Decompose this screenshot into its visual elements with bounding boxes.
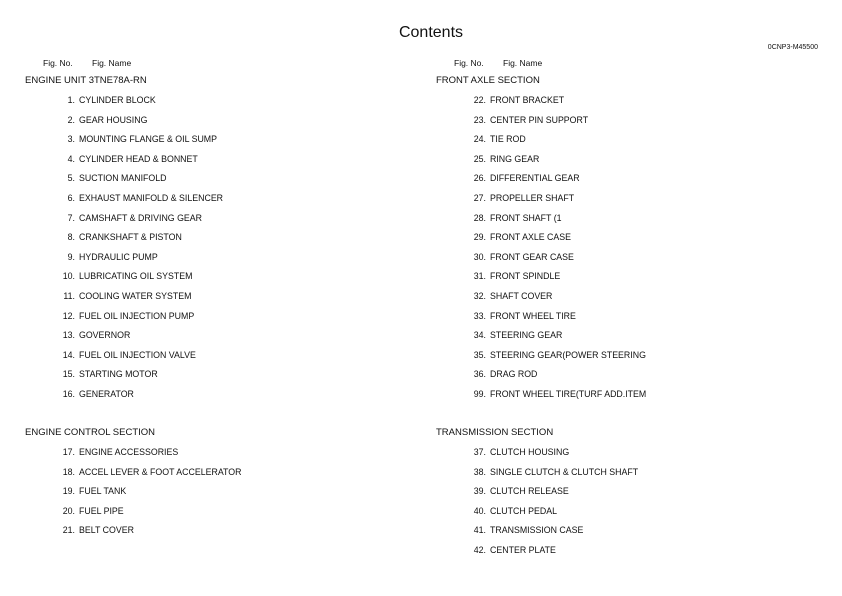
figure-name: TIE ROD — [490, 134, 526, 145]
figure-list-item — [473, 505, 638, 525]
figure-list-item — [67, 153, 223, 173]
figure-number: 26. — [473, 173, 486, 184]
figure-number: 34. — [473, 330, 486, 341]
figure-list-item — [473, 524, 638, 544]
figure-number: 13. — [62, 330, 75, 341]
figure-name: LUBRICATING OIL SYSTEM — [79, 271, 193, 282]
figure-number: 41. — [473, 525, 486, 536]
figure-list-item — [67, 114, 223, 134]
figure-list — [62, 94, 224, 408]
figure-list-item — [473, 329, 646, 349]
figure-list-item — [473, 133, 646, 153]
figure-number: 7. — [67, 212, 75, 223]
figure-list-item — [62, 270, 223, 290]
figure-name: CLUTCH HOUSING — [490, 447, 570, 457]
figure-number: 18. — [62, 466, 75, 477]
fig-no-header: Fig. No. — [454, 58, 484, 68]
figure-name: FRONT SHAFT (1 — [490, 212, 562, 223]
figure-list-item — [62, 524, 241, 544]
figure-name: GOVERNOR — [79, 330, 131, 341]
section-title: TRANSMISSION SECTION — [436, 427, 554, 438]
figure-list-item — [62, 505, 241, 525]
figure-number: 23. — [473, 114, 486, 125]
figure-number: 36. — [473, 369, 486, 380]
figure-name: HYDRAULIC PUMP — [79, 251, 158, 262]
figure-number: 24. — [473, 134, 486, 145]
page-title: Contents — [398, 24, 464, 41]
figure-number: 14. — [62, 349, 75, 360]
figure-number: 5. — [67, 173, 75, 184]
figure-number: 28. — [473, 212, 486, 223]
figure-name: ENGINE ACCESSORIES — [79, 447, 179, 457]
figure-list-item — [473, 212, 646, 232]
figure-list-item — [473, 251, 646, 271]
figure-name: DIFFERENTIAL GEAR — [490, 173, 580, 184]
figure-number: 16. — [62, 388, 75, 399]
figure-number: 1. — [67, 95, 75, 105]
figure-name: FRONT GEAR CASE — [490, 251, 574, 262]
figure-name: CENTER PIN SUPPORT — [490, 114, 589, 125]
figure-list-item — [473, 192, 646, 212]
figure-list-item — [473, 310, 646, 330]
figure-name: FUEL OIL INJECTION VALVE — [79, 349, 196, 360]
figure-number: 6. — [67, 192, 75, 203]
figure-number: 19. — [62, 486, 75, 497]
figure-name: FRONT WHEEL TIRE(TURF ADD.ITEM — [490, 388, 647, 399]
figure-list-item — [67, 172, 223, 192]
figure-list-item — [62, 388, 223, 408]
figure-number: 40. — [473, 505, 486, 516]
figure-number: 3. — [67, 134, 75, 145]
figure-name: MOUNTING FLANGE & OIL SUMP — [79, 134, 217, 145]
figure-number: 15. — [62, 369, 75, 380]
document-code: 0CNP3-M45500 — [767, 44, 818, 51]
figure-list-item — [473, 231, 646, 251]
figure-list-item — [473, 446, 638, 466]
figure-list — [473, 94, 647, 408]
figure-number: 22. — [473, 95, 486, 105]
figure-name: PROPELLER SHAFT — [490, 192, 575, 203]
figure-list-item — [62, 368, 223, 388]
figure-name: FRONT SPINDLE — [490, 271, 561, 282]
figure-number: 32. — [473, 290, 486, 301]
figure-list-item — [67, 212, 223, 232]
figure-name: FUEL OIL INJECTION PUMP — [79, 310, 195, 321]
figure-number: 42. — [473, 544, 486, 555]
figure-list-item — [473, 270, 646, 290]
figure-list-item — [473, 466, 639, 486]
figure-name: COOLING WATER SYSTEM — [79, 290, 192, 301]
figure-name: CYLINDER HEAD & BONNET — [79, 153, 198, 164]
figure-name: FRONT BRACKET — [490, 95, 565, 105]
figure-name: CENTER PLATE — [490, 544, 556, 555]
figure-name: FRONT AXLE CASE — [490, 232, 571, 243]
figure-list-item — [62, 329, 223, 349]
figure-name: FUEL TANK — [79, 486, 127, 497]
section-title: FRONT AXLE SECTION — [436, 75, 540, 86]
figure-list-item — [473, 290, 646, 310]
figure-name: GEAR HOUSING — [79, 114, 148, 125]
figure-list-item — [63, 290, 223, 310]
fig-name-header: Fig. Name — [92, 58, 132, 68]
figure-name: CAMSHAFT & DRIVING GEAR — [79, 212, 203, 223]
figure-name: DRAG ROD — [490, 369, 538, 380]
figure-list-item — [67, 231, 223, 251]
figure-list-item — [62, 485, 241, 505]
figure-name: ACCEL LEVER & FOOT ACCELERATOR — [79, 466, 242, 477]
figure-list-item — [473, 153, 646, 173]
figure-number: 33. — [473, 310, 486, 321]
figure-list-item — [473, 349, 646, 369]
figure-number: 12. — [62, 310, 75, 321]
figure-name: FUEL PIPE — [79, 505, 124, 516]
figure-name: CLUTCH RELEASE — [490, 486, 569, 497]
figure-list-item — [67, 133, 223, 153]
figure-name: RING GEAR — [490, 153, 540, 164]
figure-list-item — [62, 310, 223, 330]
figure-number: 39. — [473, 486, 486, 497]
figure-name: STEERING GEAR — [490, 330, 563, 341]
figure-number: 99. — [473, 388, 486, 399]
figure-list-item — [473, 388, 647, 408]
figure-name: BELT COVER — [79, 525, 134, 536]
figure-name: SUCTION MANIFOLD — [79, 173, 167, 184]
figure-number: 27. — [473, 192, 486, 203]
figure-list-item — [473, 94, 646, 114]
figure-list-item — [62, 466, 242, 486]
figure-name: STEERING GEAR(POWER STEERING — [490, 349, 646, 360]
figure-number: 17. — [62, 447, 75, 457]
figure-number: 30. — [473, 251, 486, 262]
figure-name: CRANKSHAFT & PISTON — [79, 232, 182, 243]
fig-name-header: Fig. Name — [503, 58, 543, 68]
figure-number: 29. — [473, 232, 486, 243]
section-title: ENGINE UNIT 3TNE78A-RN — [25, 75, 147, 86]
figure-number: 11. — [63, 290, 75, 301]
figure-list-item — [62, 349, 223, 369]
figure-name: CYLINDER BLOCK — [79, 95, 156, 105]
figure-number: 38. — [473, 466, 486, 477]
figure-number: 21. — [62, 525, 75, 536]
figure-number: 31. — [473, 271, 486, 282]
figure-name: TRANSMISSION CASE — [490, 525, 584, 536]
figure-list-item — [67, 94, 223, 114]
figure-number: 9. — [67, 251, 75, 262]
figure-list — [473, 446, 639, 564]
figure-list-item — [67, 251, 223, 271]
figure-number: 20. — [62, 505, 75, 516]
fig-no-header: Fig. No. — [43, 58, 73, 68]
figure-number: 2. — [67, 114, 75, 125]
section-title: ENGINE CONTROL SECTION — [25, 427, 156, 438]
figure-name: FRONT WHEEL TIRE — [490, 310, 576, 321]
figure-number: 10. — [62, 271, 75, 282]
figure-list-item — [473, 172, 646, 192]
figure-number: 37. — [473, 447, 486, 457]
figure-list — [62, 446, 242, 544]
figure-number: 35. — [473, 349, 486, 360]
figure-list-item — [473, 368, 646, 388]
figure-name: GENERATOR — [79, 388, 134, 399]
figure-list-item — [67, 192, 224, 212]
figure-name: EXHAUST MANIFOLD & SILENCER — [79, 192, 224, 203]
figure-name: SINGLE CLUTCH & CLUTCH SHAFT — [490, 466, 639, 477]
figure-number: 4. — [67, 153, 75, 164]
figure-list-item — [62, 446, 241, 466]
figure-number: 25. — [473, 153, 486, 164]
figure-name: SHAFT COVER — [490, 290, 553, 301]
figure-list-item — [473, 114, 646, 134]
figure-name: STARTING MOTOR — [79, 369, 158, 380]
figure-name: CLUTCH PEDAL — [490, 505, 557, 516]
figure-list-item — [473, 485, 638, 505]
figure-list-item — [473, 544, 638, 564]
figure-number: 8. — [67, 232, 75, 243]
